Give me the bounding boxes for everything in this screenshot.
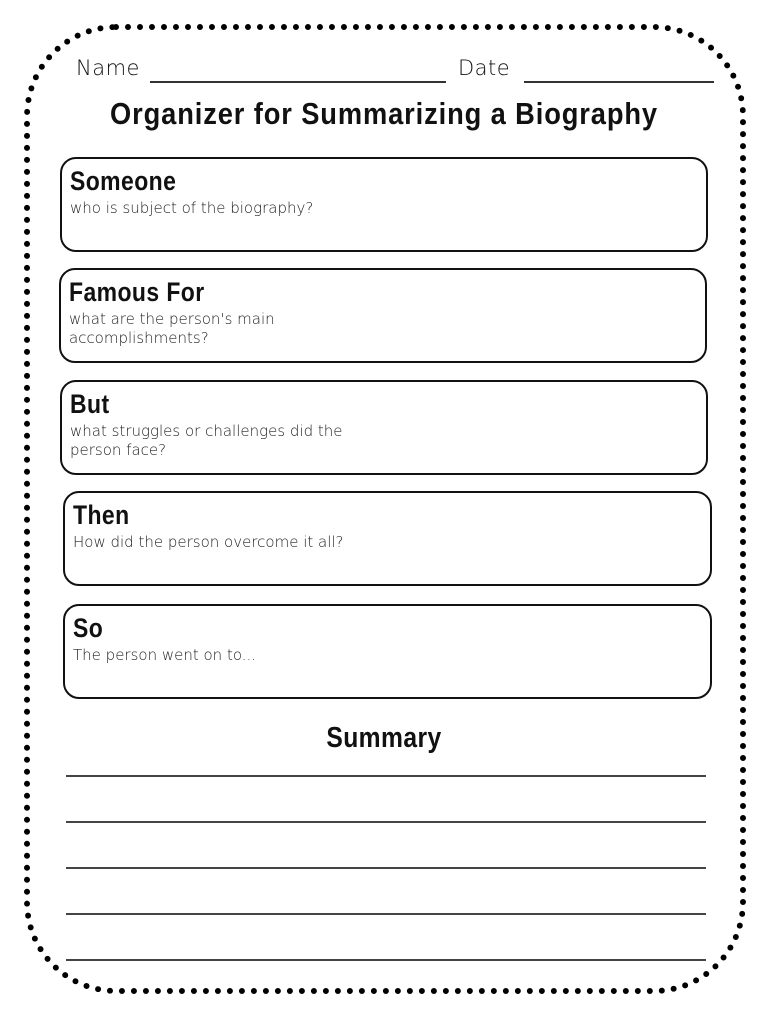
summary-writing-line[interactable] [66, 775, 706, 777]
section-heading: Someone [70, 166, 177, 196]
summary-writing-line[interactable] [66, 913, 706, 915]
name-label: Name [76, 56, 140, 80]
section-box-someone[interactable] [60, 157, 708, 252]
page-title: Organizer for Summarizing a Biography [110, 96, 658, 131]
name-date-row [76, 54, 716, 88]
section-box-then[interactable] [63, 491, 712, 586]
section-prompt: what struggles or challenges did the person face? [70, 422, 343, 459]
section-prompt: what are the person's main accomplishments? [69, 310, 275, 347]
section-prompt: The person went on to... [73, 646, 257, 664]
summary-writing-line[interactable] [66, 821, 706, 823]
section-box-but[interactable] [60, 380, 708, 475]
summary-writing-line[interactable] [66, 867, 706, 869]
name-field[interactable] [150, 81, 446, 83]
section-box-famous-for[interactable] [59, 268, 707, 363]
section-heading: Famous For [69, 277, 205, 307]
date-label: Date [458, 56, 511, 80]
section-heading: But [70, 389, 110, 419]
section-box-so[interactable] [63, 604, 712, 699]
summary-title: Summary [326, 722, 442, 754]
section-prompt: who is subject of the biography? [70, 199, 314, 217]
section-prompt: How did the person overcome it all? [73, 533, 344, 551]
date-field[interactable] [524, 81, 714, 83]
summary-writing-line[interactable] [66, 959, 706, 961]
section-heading: Then [73, 500, 130, 530]
section-heading: So [73, 613, 104, 643]
